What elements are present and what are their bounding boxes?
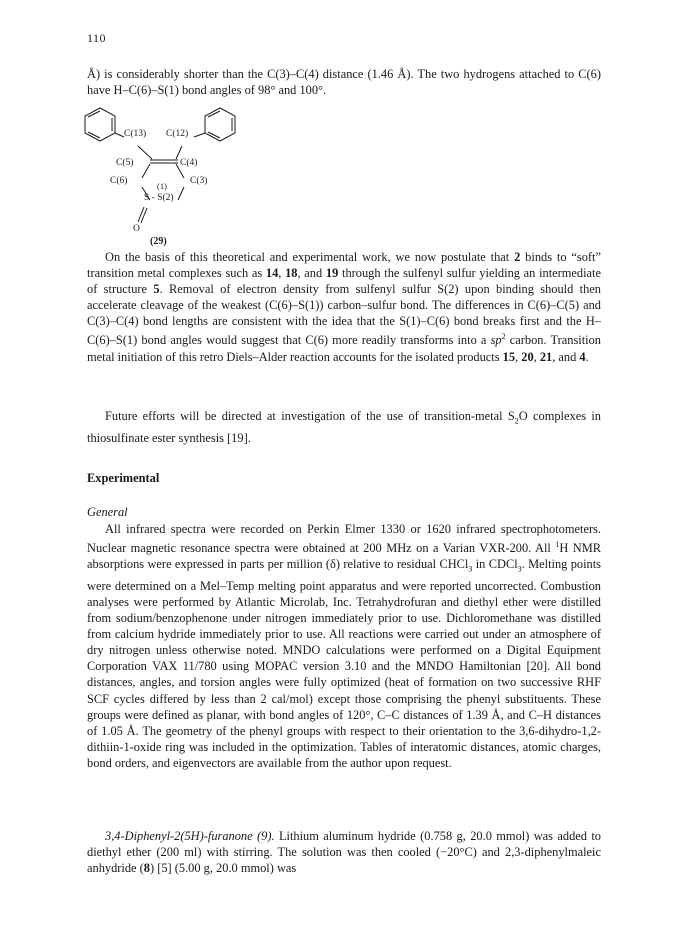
page-number: 110 xyxy=(87,31,107,45)
label-oxygen: O xyxy=(133,224,140,234)
experimental-heading: Experimental xyxy=(87,471,160,485)
preparation-paragraph: 3,4-Diphenyl-2(5H)-furanone (9). Lithium aluminum hydride (0.758 g, 20.0 mmol) was added to diethyl ether (200 ml) with stirring. The solution was then cooled (−20°C) and 2,3-diphenylmaleic anhydride (8) [5] (5.00 g, 20.0 mmol) was xyxy=(87,829,601,876)
label-s2: S - S(2) xyxy=(144,193,174,203)
label-c13: C(13) xyxy=(124,129,147,139)
label-c12: C(12) xyxy=(166,129,189,139)
future-work-paragraph: Future efforts will be directed at investigation of the use of transition-metal $S_2O$ complexes in thiosulfinate ester synthesis [19]. xyxy=(87,409,601,445)
label-c5: C(5) xyxy=(116,158,134,168)
label-c6: C(6) xyxy=(110,176,128,186)
general-methods-paragraph: All infrared spectra were recorded on Perkin Elmer 1330 or 1620 infrared spectrophotometers. Nuclear magnetic resonance spectra were obtained at 200 MHz on a Varian VXR-200. All $^1$H NMR absorptions were expressed in parts per million (δ) relative to residual CHCl$_3$ in CDCl$_3$. Melting points were determined on a Mel–Temp melting point apparatus and were reported uncorrected. Combustion analyses were performed by Atlantic Microlab, Inc. Tetrahydrofuran and diethyl ether were distilled from sodium/benzophenone under nitrogen immediately prior to use. Dichloromethane was distilled from calcium hydride immediately prior to use. All reactions were carried out under an atmosphere of dry nitrogen unless otherwise noted. MNDO calculations were performed on a Digital Equipment Corporation VAX 11/780 using MOPAC version 3.10 and the MNDO Hamiltonian [20]. All bond distances, angles, and torsion angles were fully optimized (heat of formation on two successive RHF SCF cycles differed by less than 2 cal/mol) except those comprising the phenyl substituents. These groups were defined as planar, with bond angles of 120°, C–C distances of 1.39 Å, and C–H distances of 1.05 Å. The geometry of the phenyl groups with respect to their orientation to the 3,6-dihydro-1,2-dithiin-1-oxide ring was included in the optimization. Tables of interatomic distances, atomic charges, bond orders, and eigenvectors are available from the author upon request. xyxy=(87,522,601,770)
compound-number: (29) xyxy=(150,236,167,247)
discussion-paragraph: On the basis of this theoretical and experimental work, we now postulate that 2 binds to “soft” transition metal complexes such as 14, 18, and 19 through the sulfenyl sulfur yielding an intermediate of structure 5. Removal of electron density from sulfenyl sulfur S(2) upon binding should then accelerate cleavage of the weakest (C(6)–S(1)) carbon–sulfur bond. The differences in C(6)–C(5) and C(3)–C(4) bond lengths are consistent with the idea that the S(1)–C(6) bond breaks first and the H–C(6)–S(1) bond angles would suggest that C(6) more readily transforms into a $sp^2$ carbon. Transition metal initiation of this retro Diels–Alder reaction accounts for the isolated products 15, 20, 21, and 4. xyxy=(87,250,601,364)
label-s1: (1) xyxy=(157,181,167,191)
chemical-structure-29 xyxy=(80,104,260,250)
intro-paragraph: Å) is considerably shorter than the C(3)–C(4) distance (1.46 Å). The two hydrogens attached to C(6) have H–C(6)–S(1) bond angles of 98° and 100°. xyxy=(87,67,601,98)
right-phenyl-ring xyxy=(205,108,235,141)
label-c3: C(3) xyxy=(190,176,208,186)
preparation-title: 3,4-Diphenyl-2(5H)-furanone (9). xyxy=(105,829,275,843)
label-c4: C(4) xyxy=(180,158,198,168)
structure-drawing xyxy=(80,104,260,250)
general-subheading: General xyxy=(87,505,128,519)
left-phenyl-ring xyxy=(85,108,115,141)
